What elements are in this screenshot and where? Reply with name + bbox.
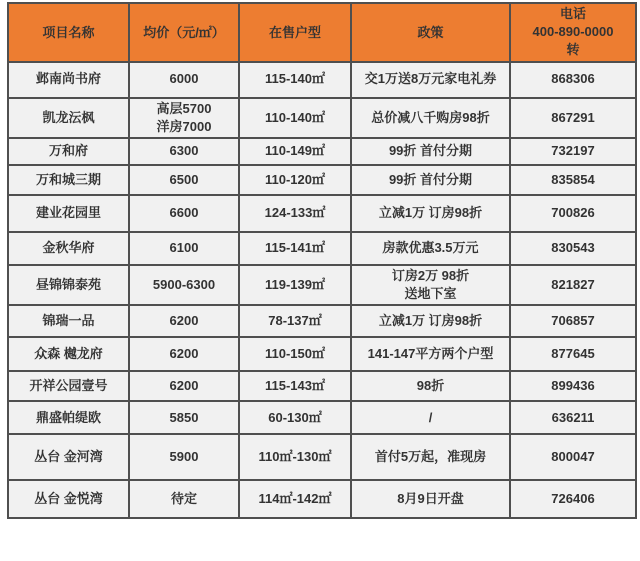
project-name-cell-text: 丛台 金悦湾 (34, 491, 103, 507)
average-price-cell (129, 195, 239, 232)
header-average-price: 均价（元/㎡） (129, 3, 239, 62)
phone-extension-cell (510, 195, 636, 232)
project-name-cell-text: 丛台 金河湾 (34, 449, 103, 465)
phone-extension-cell-text: 821827 (551, 277, 595, 293)
header-row (8, 3, 636, 62)
average-price-cell (129, 434, 239, 480)
policy-cell (351, 98, 510, 138)
phone-extension-cell-text: 636211 (551, 409, 595, 425)
average-price-cell (129, 305, 239, 337)
project-name-cell (8, 305, 129, 337)
units-on-sale-cell-text: 78-137㎡ (268, 313, 322, 329)
units-on-sale-cell (239, 232, 351, 265)
policy-cell (351, 401, 510, 434)
header-phone-label: 电话 (559, 6, 586, 21)
phone-extension-cell (510, 232, 636, 265)
policy-cell-text: 送地下室 (404, 286, 457, 302)
phone-extension-cell-text: 732197 (551, 143, 595, 159)
average-price-cell-text: 6000 (169, 71, 199, 87)
project-name-cell-text: 众森 樾龙府 (34, 346, 103, 362)
project-name-cell (8, 195, 129, 232)
phone-extension-cell-text: 899436 (551, 378, 595, 394)
average-price-cell (129, 98, 239, 138)
project-name-cell (8, 138, 129, 165)
header-project-name: 项目名称 (8, 3, 129, 62)
units-on-sale-cell-text: 119-139㎡ (265, 277, 325, 293)
project-name-cell-text: 金秋华府 (42, 240, 95, 256)
table-row (8, 371, 636, 401)
policy-cell-text: 立减1万 订房98折 (378, 313, 483, 329)
table-row (8, 62, 636, 98)
average-price-cell (129, 371, 239, 401)
table-row (8, 401, 636, 434)
units-on-sale-cell (239, 62, 351, 98)
units-on-sale-cell-text: 115-140㎡ (265, 71, 325, 87)
average-price-cell (129, 62, 239, 98)
phone-extension-cell (510, 265, 636, 305)
policy-cell (351, 232, 510, 265)
policy-cell-text: 98折 (416, 378, 445, 394)
phone-extension-cell (510, 98, 636, 138)
phone-extension-cell-text: 830543 (551, 240, 595, 256)
policy-cell-text: 总价减八千购房98折 (371, 109, 490, 125)
average-price-cell-text: 6200 (169, 378, 199, 394)
table-row (8, 305, 636, 337)
project-name-cell-text: 邺南尚书府 (35, 71, 101, 87)
project-name-cell (8, 165, 129, 195)
units-on-sale-cell-text: 115-143㎡ (265, 378, 325, 394)
average-price-cell-text: 6600 (169, 205, 199, 221)
policy-cell-text: 8月9日开盘 (397, 491, 464, 507)
project-name-cell (8, 232, 129, 265)
policy-cell (351, 165, 510, 195)
header-phone (510, 3, 636, 62)
units-on-sale-cell-text: 110-149㎡ (265, 143, 325, 159)
policy-cell (351, 305, 510, 337)
average-price-cell-text: 6100 (169, 240, 199, 256)
policy-cell (351, 337, 510, 371)
units-on-sale-cell-text: 110-150㎡ (265, 346, 325, 362)
phone-extension-cell-text: 867291 (551, 109, 595, 125)
header-phone-ext-label: 转 (566, 42, 580, 58)
header-units-on-sale: 在售户型 (239, 3, 351, 62)
policy-cell-text: 交1万送8万元家电礼券 (364, 71, 497, 87)
phone-extension-cell (510, 434, 636, 480)
listings-table (7, 2, 637, 519)
average-price-cell-text: 6500 (169, 171, 199, 187)
average-price-cell-text: 待定 (170, 491, 197, 507)
table-row (8, 138, 636, 165)
phone-extension-cell-text: 700826 (551, 205, 595, 221)
phone-extension-cell-text: 868306 (551, 71, 595, 87)
units-on-sale-cell (239, 337, 351, 371)
phone-extension-cell-text: 877645 (551, 346, 595, 362)
average-price-cell-text: 洋房7000 (156, 118, 212, 134)
project-name-cell (8, 434, 129, 480)
units-on-sale-cell (239, 401, 351, 434)
project-name-cell-text: 锦瑞一品 (42, 313, 95, 329)
average-price-cell-text: 6300 (169, 143, 199, 159)
units-on-sale-cell (239, 371, 351, 401)
project-name-cell (8, 265, 129, 305)
units-on-sale-cell (239, 305, 351, 337)
header-policy: 政策 (351, 3, 510, 62)
policy-cell-text: 99折 首付分期 (388, 171, 473, 187)
units-on-sale-cell (239, 138, 351, 165)
project-name-cell-text: 开祥公园壹号 (29, 378, 108, 394)
average-price-cell (129, 401, 239, 434)
average-price-cell (129, 138, 239, 165)
average-price-cell (129, 337, 239, 371)
average-price-cell-text: 5900 (169, 449, 199, 465)
units-on-sale-cell (239, 98, 351, 138)
policy-cell (351, 138, 510, 165)
policy-cell-text: 立减1万 订房98折 (378, 205, 483, 221)
project-name-cell-text: 凯龙沄枫 (42, 109, 95, 125)
average-price-cell (129, 480, 239, 518)
phone-extension-cell-text: 800047 (551, 449, 595, 465)
project-name-cell (8, 62, 129, 98)
project-name-cell-text: 万和府 (48, 143, 88, 159)
policy-cell-text: / (428, 409, 433, 425)
project-name-cell (8, 480, 129, 518)
average-price-cell (129, 265, 239, 305)
policy-cell-text: 房款优惠3.5万元 (382, 240, 479, 256)
project-name-cell (8, 98, 129, 138)
table-row (8, 480, 636, 518)
policy-cell (351, 265, 510, 305)
units-on-sale-cell-text: 115-141㎡ (265, 240, 325, 256)
phone-extension-cell (510, 165, 636, 195)
units-on-sale-cell (239, 480, 351, 518)
phone-extension-cell (510, 480, 636, 518)
project-name-cell-text: 建业花园里 (35, 205, 101, 221)
units-on-sale-cell-text: 110-140㎡ (265, 109, 325, 125)
table-row (8, 98, 636, 138)
units-on-sale-cell-text: 110-120㎡ (265, 171, 325, 187)
header-phone-number: 400-890-0000 (532, 24, 614, 40)
average-price-cell-text: 6200 (169, 346, 199, 362)
units-on-sale-cell (239, 195, 351, 232)
units-on-sale-cell-text: 60-130㎡ (268, 409, 322, 425)
table-row (8, 337, 636, 371)
policy-cell-text: 99折 首付分期 (388, 143, 473, 159)
average-price-cell (129, 165, 239, 195)
average-price-cell-text: 高层5700 (156, 100, 212, 116)
phone-extension-cell (510, 305, 636, 337)
phone-extension-cell (510, 138, 636, 165)
table-row (8, 195, 636, 232)
units-on-sale-cell-text: 110㎡-130㎡ (258, 449, 332, 465)
project-name-cell-text: 昼锦锦泰苑 (35, 277, 101, 293)
policy-cell (351, 434, 510, 480)
table-row (8, 232, 636, 265)
units-on-sale-cell-text: 114㎡-142㎡ (258, 491, 332, 507)
table-row (8, 434, 636, 480)
phone-extension-cell (510, 337, 636, 371)
phone-extension-cell (510, 62, 636, 98)
policy-cell (351, 371, 510, 401)
phone-extension-cell-text: 706857 (551, 313, 595, 329)
table-row (8, 265, 636, 305)
policy-cell (351, 62, 510, 98)
table-row (8, 165, 636, 195)
project-name-cell-text: 鼎盛帕缇欧 (35, 409, 101, 425)
project-name-cell (8, 337, 129, 371)
units-on-sale-cell (239, 265, 351, 305)
phone-extension-cell (510, 371, 636, 401)
phone-extension-cell (510, 401, 636, 434)
policy-cell-text: 订房2万 98折 (391, 267, 470, 283)
table-header (8, 3, 636, 62)
units-on-sale-cell (239, 165, 351, 195)
policy-cell (351, 480, 510, 518)
policy-cell-text: 首付5万起，准现房 (374, 449, 487, 465)
average-price-cell-text: 5850 (169, 409, 199, 425)
policy-cell (351, 195, 510, 232)
project-name-cell (8, 371, 129, 401)
phone-extension-cell-text: 835854 (551, 171, 595, 187)
phone-extension-cell-text: 726406 (551, 491, 595, 507)
table-body (8, 62, 636, 519)
policy-cell-text: 141-147平方两个户型 (367, 346, 494, 362)
units-on-sale-cell (239, 434, 351, 480)
average-price-cell-text: 6200 (169, 313, 199, 329)
project-name-cell-text: 万和城三期 (35, 171, 101, 187)
units-on-sale-cell-text: 124-133㎡ (264, 205, 326, 221)
project-name-cell (8, 401, 129, 434)
average-price-cell (129, 232, 239, 265)
average-price-cell-text: 5900-6300 (152, 277, 216, 293)
